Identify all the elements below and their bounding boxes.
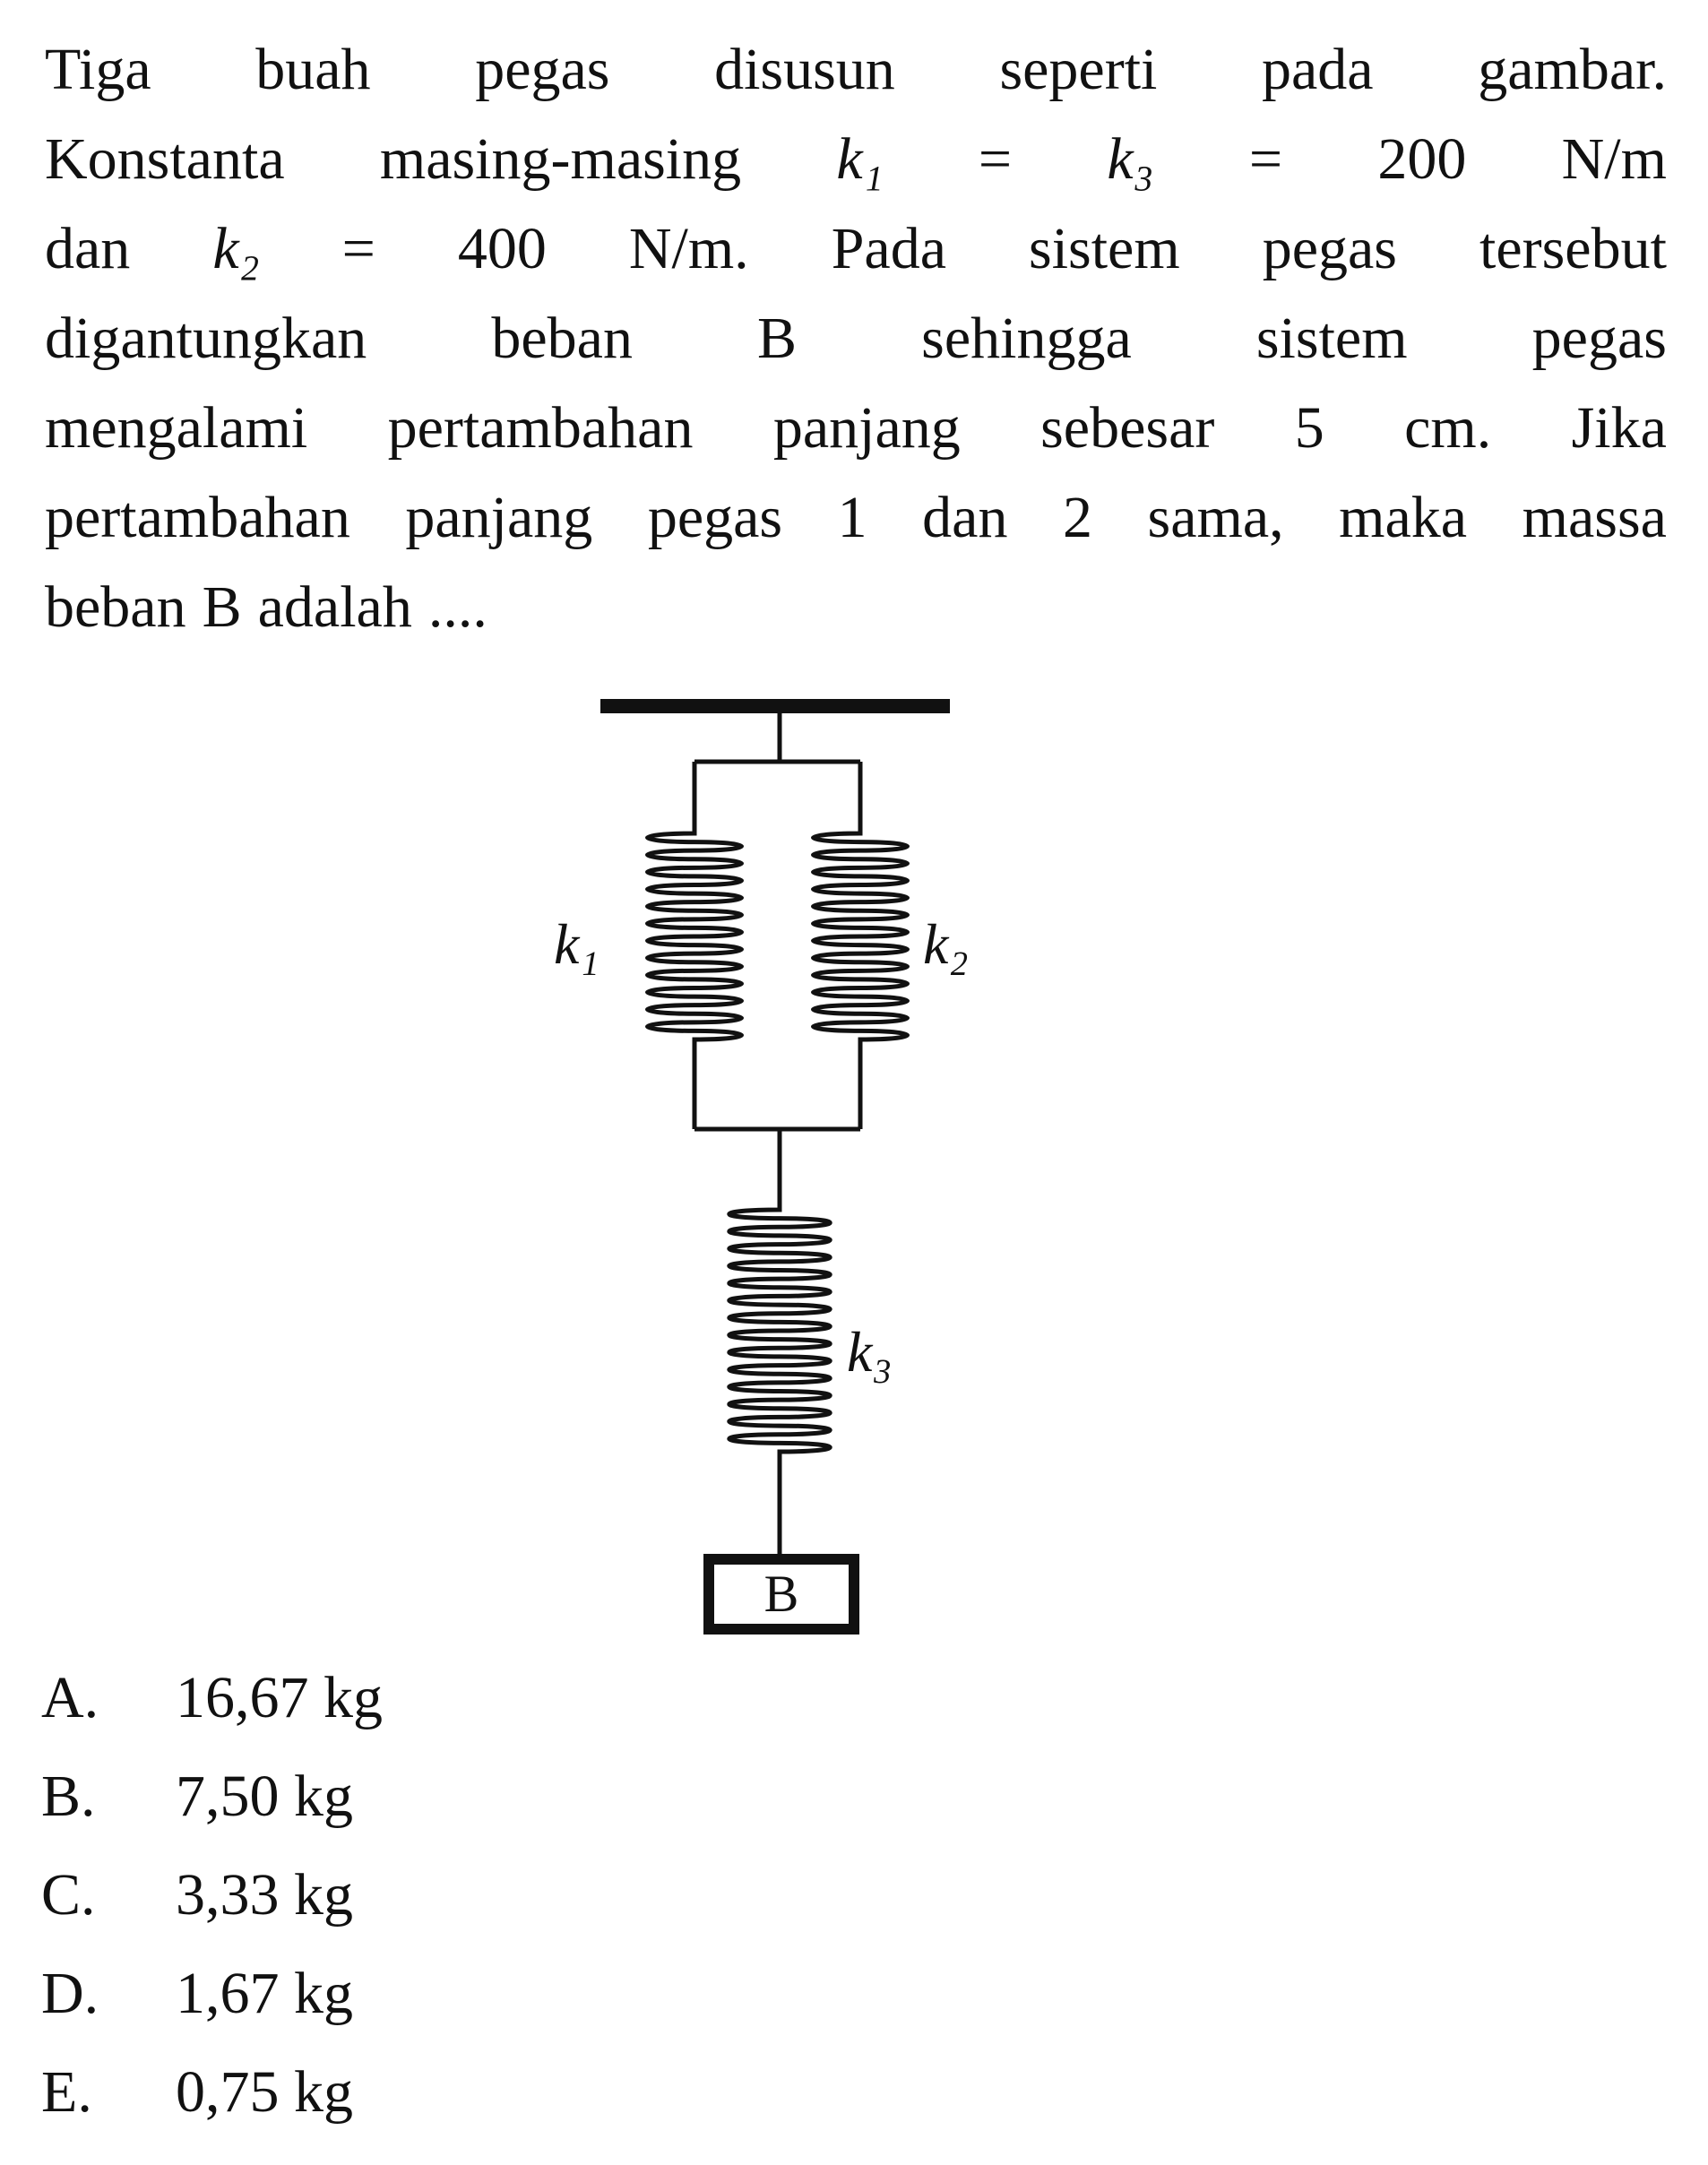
question-line-4 — [45, 294, 1667, 384]
option-b[interactable] — [41, 1747, 383, 1846]
word: pada — [1262, 37, 1374, 102]
word: beban — [45, 574, 186, 640]
answer-options — [41, 1649, 383, 2142]
word: maka — [1339, 485, 1468, 550]
option-letter: C. — [41, 1862, 96, 1928]
question-line-5 — [45, 384, 1667, 473]
equals-sign: = — [341, 216, 375, 281]
word: .... — [427, 574, 487, 640]
word: B — [202, 574, 242, 640]
word: 5 — [1294, 395, 1324, 461]
word: pegas — [475, 37, 610, 102]
word: sistem — [1255, 306, 1408, 371]
k1-symbol: k₁ — [836, 126, 884, 192]
option-letter: A. — [41, 1665, 99, 1730]
word: seperti — [999, 37, 1158, 102]
option-text: 16,67 kg — [176, 1665, 383, 1730]
spring-system-diagram — [502, 681, 1004, 1640]
question-line-1 — [45, 25, 1667, 115]
word: beban — [491, 306, 633, 371]
option-letter: E. — [41, 2059, 92, 2125]
middle-connector-wire — [694, 1066, 860, 1183]
word: 1 — [837, 485, 867, 550]
k-value: 400 — [457, 216, 547, 281]
option-letter: D. — [41, 1961, 99, 2026]
word: Pada — [831, 216, 946, 281]
unit: N/m — [1561, 126, 1667, 192]
word: 2 — [1063, 485, 1092, 550]
word: massa — [1522, 485, 1667, 550]
word: mengalami — [45, 395, 308, 461]
word: sehingga — [921, 306, 1132, 371]
word: Jika — [1571, 395, 1667, 461]
top-connector-wire — [694, 713, 860, 806]
spring-label-k1: k₁ — [554, 912, 600, 976]
equals-sign: = — [978, 126, 1013, 192]
k-value: 200 — [1377, 126, 1467, 192]
spring-k3 — [729, 1183, 831, 1479]
spring-k1 — [648, 806, 742, 1066]
word: sebesar — [1040, 395, 1215, 461]
option-text: 7,50 kg — [176, 1764, 353, 1829]
word: B — [757, 306, 798, 371]
load-label: B — [763, 1565, 799, 1623]
option-letter: B. — [41, 1764, 96, 1829]
word: panjang — [772, 395, 961, 461]
spring-k2 — [814, 806, 908, 1066]
option-text: 1,67 kg — [176, 1961, 353, 2026]
word: Tiga — [45, 37, 151, 102]
word: gambar. — [1478, 37, 1667, 102]
k2-symbol: k₂ — [212, 216, 260, 281]
word: pegas — [647, 485, 783, 550]
question-line-6 — [45, 473, 1667, 563]
option-c[interactable] — [41, 1846, 383, 1945]
word: dan — [45, 216, 131, 281]
word: panjang — [405, 485, 593, 550]
option-a[interactable] — [41, 1649, 383, 1747]
option-d[interactable] — [41, 1945, 383, 2043]
word: masing-masing — [379, 126, 742, 192]
word: cm. — [1404, 395, 1492, 461]
word: dan — [922, 485, 1008, 550]
unit: N/m. — [628, 216, 749, 281]
word: disusun — [714, 37, 895, 102]
option-text: 0,75 kg — [176, 2059, 353, 2125]
option-e[interactable] — [41, 2043, 383, 2142]
spring-label-k2: k₂ — [923, 912, 969, 976]
question-line-7 — [45, 563, 1667, 652]
question-line-3 — [45, 204, 1667, 294]
word: adalah — [257, 574, 412, 640]
word: pegas — [1262, 216, 1397, 281]
word: pertambahan — [387, 395, 694, 461]
word: pertambahan — [45, 485, 350, 550]
spring-label-k3: k₃ — [847, 1320, 893, 1384]
word: buah — [255, 37, 371, 102]
question-line-2 — [45, 115, 1667, 204]
k3-symbol: k₃ — [1107, 126, 1154, 192]
word: sama, — [1147, 485, 1284, 550]
option-text: 3,33 kg — [176, 1862, 353, 1928]
word: sistem — [1029, 216, 1180, 281]
word: pegas — [1531, 306, 1667, 371]
question-text — [45, 25, 1667, 652]
equals-sign: = — [1248, 126, 1283, 192]
word: digantungkan — [45, 306, 367, 371]
word: tersebut — [1479, 216, 1667, 281]
word: Konstanta — [45, 126, 285, 192]
